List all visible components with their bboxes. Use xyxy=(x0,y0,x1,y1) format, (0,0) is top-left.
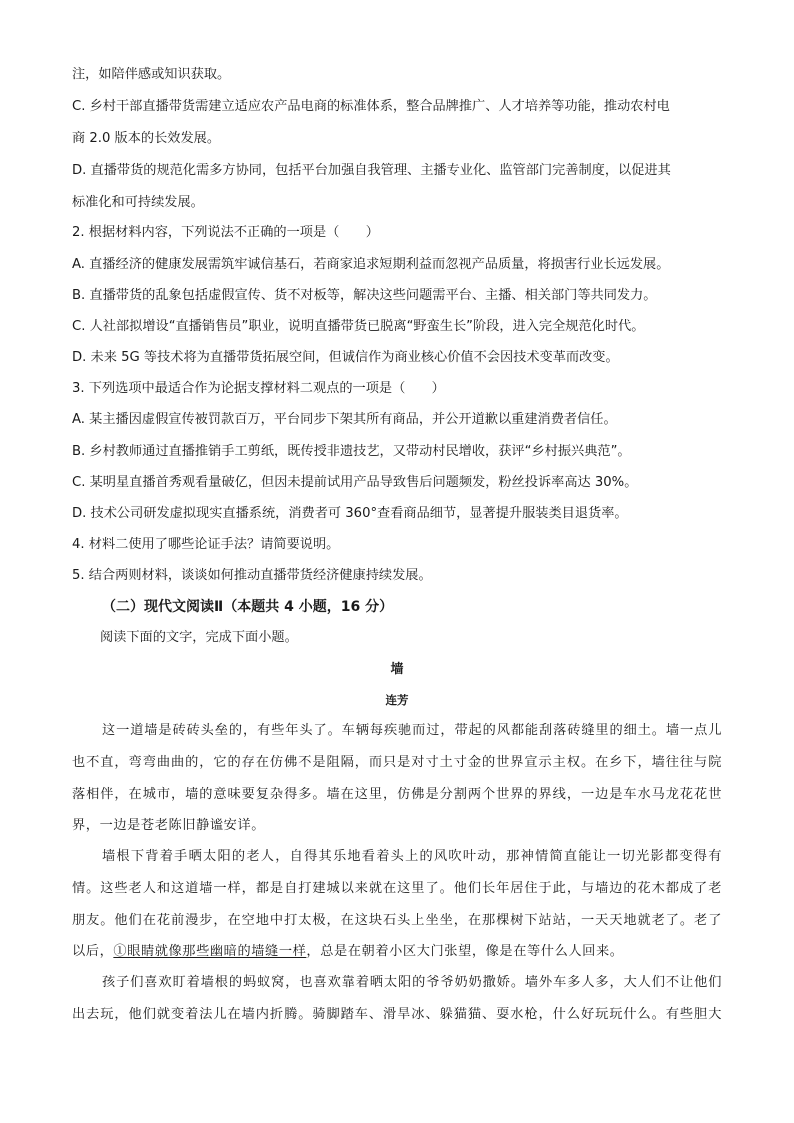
question-5: 5. 结合两则材料，谈谈如何推动直播带货经济健康持续发展。 xyxy=(72,568,432,583)
option-c-line-1: C. 乡村干部直播带货需建立适应农产品电商的标准体系，整合品牌推广、人才培养等功能，推动农村电 xyxy=(72,99,670,114)
q2-option-a: A. 直播经济的健康发展需筑牢诚信基石，若商家追求短期利益而忽视产品质量，将损害行业长远发展。 xyxy=(72,257,670,272)
paragraph-line: 情。这些老人和这道墙一样，都是自打建城以来就在这里了。他们长年居住于此，与墙边的花木都成了老 xyxy=(72,881,722,896)
question-4: 4. 材料二使用了哪些论证手法？请简要说明。 xyxy=(72,537,340,552)
paragraph-line: 出去玩，他们就变着法儿在墙内折腾。骑脚踏车、滑旱冰、躲猫猫、耍水枪，什么好玩玩什么。有些胆大 xyxy=(72,1007,722,1022)
paragraph-line: 这一道墙是砖砖头垒的，有些年头了。车辆每疾驰而过，带起的风都能刮落砖缝里的细土。墙一点儿 xyxy=(102,723,722,738)
q3-option-b: B. 乡村教师通过直播推销手工剪纸，既传授非遗技艺，又带动村民增收，获评“乡村振兴典范”。 xyxy=(72,444,631,459)
question-3: 3. 下列选项中最适合作为论据支撑材料二观点的一项是（ ） xyxy=(72,381,445,396)
q3-option-d: D. 技术公司研发虚拟现实直播系统，消费者可 360°查看商品细节，显著提升服装类目退货率。 xyxy=(72,506,628,521)
paragraph-line: 也不直，弯弯曲曲的，它的存在仿佛不是阻隔，而只是对寸土寸金的世界宣示主权。在乡下，墙往往与院 xyxy=(72,755,722,770)
option-d-line-2: 标准化和可持续发展。 xyxy=(72,195,204,210)
text-line: 注，如陪伴感或知识获取。 xyxy=(72,67,231,82)
q2-option-d: D. 未来 5G 等技术将为直播带货拓展空间，但诚信作为商业核心价值不会因技术变革而改变。 xyxy=(72,350,619,365)
article-title: 墙 xyxy=(390,662,404,677)
q3-option-a: A. 某主播因虚假宣传被罚款百万，平台同步下架其所有商品，并公开道歉以重建消费者信任。 xyxy=(72,412,617,427)
q3-option-c: C. 某明星直播首秀观看量破亿，但因未提前试用产品导致售后问题频发，粉丝投诉率高达 30%。 xyxy=(72,475,638,490)
question-2: 2. 根据材料内容，下列说法不正确的一项是（ ） xyxy=(72,225,379,240)
instruction: 阅读下面的文字，完成下面小题。 xyxy=(100,630,298,645)
underlined-sentence-1: ①眼睛就像那些幽暗的墙缝一样 xyxy=(113,944,307,959)
q2-option-c: C. 人社部拟增设“直播销售员”职业，说明直播带货已脱离“野蛮生长”阶段，进入完全规范化时代。 xyxy=(72,319,645,334)
paragraph-line: 落相伴，在城市，墙的意味要复杂得多。墙在这里，仿佛是分割两个世界的界线，一边是车水马龙花花世 xyxy=(72,787,722,802)
text-span: 以后， xyxy=(72,944,114,959)
paragraph-line: 朋友。他们在花前漫步，在空地中打太极，在这块石头上坐坐，在那棵树下站站，一天天地就老了。老了 xyxy=(72,913,722,928)
section-heading: （二）现代文阅读Ⅱ（本题共 4 小题，16 分） xyxy=(102,599,394,615)
option-c-line-2: 商 2.0 版本的长效发展。 xyxy=(72,131,221,146)
article-author: 连芳 xyxy=(385,693,409,707)
paragraph-line: 孩子们喜欢盯着墙根的蚂蚁窝，也喜欢靠着晒太阳的爷爷奶奶撒娇。墙外车多人多，大人们不让他们 xyxy=(102,975,722,990)
q2-option-b: B. 直播带货的乱象包括虚假宣传、货不对板等，解决这些问题需平台、主播、相关部门等共同发力。 xyxy=(72,288,657,303)
paragraph-line xyxy=(72,943,722,961)
paragraph-line: 墙根下背着手晒太阳的老人，自得其乐地看着头上的风吹叶动，那神情简直能让一切光影都变得有 xyxy=(102,849,722,864)
paragraph-line: 界，一边是苍老陈旧静谧安详。 xyxy=(72,818,266,833)
text-span: ，总是在朝着小区大门张望，像是在等什么人回来。 xyxy=(306,944,624,959)
option-d-line-1: D. 直播带货的规范化需多方协同，包括平台加强自我管理、主播专业化、监管部门完善制度，以促进其 xyxy=(72,163,671,178)
